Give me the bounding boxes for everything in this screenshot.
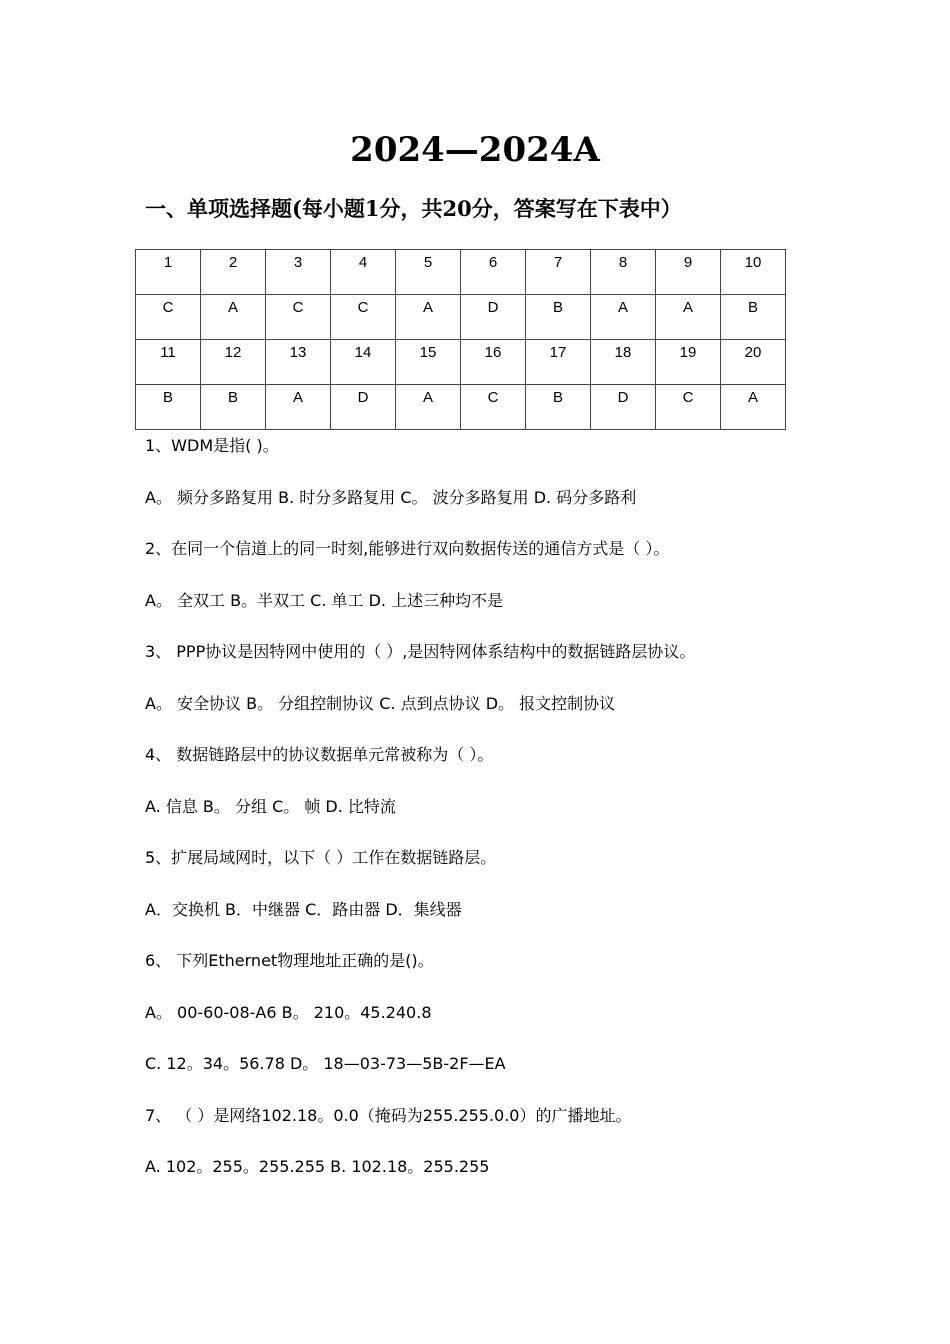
table-cell: 9 (656, 250, 721, 295)
question-list (145, 432, 925, 1205)
question-2-stem: 2、在同一个信道上的同一时刻,能够进行双向数据传送的通信方式是（ ）。 (145, 539, 670, 558)
question-5-stem: 5、扩展局域网时，以下（ ）工作在数据链路层。 (145, 848, 497, 867)
table-cell: 4 (331, 250, 396, 295)
table-cell: 3 (266, 250, 331, 295)
table-cell: D (591, 385, 656, 430)
question-3-options: A。 安全协议 B。 分组控制协议 C. 点到点协议 D。 报文控制协议 (145, 693, 616, 713)
table-cell: A (591, 295, 656, 340)
table-cell: C (266, 295, 331, 340)
question-1-stem: 1、WDM是指( )。 (145, 436, 279, 455)
table-row (136, 250, 786, 295)
table-cell: A (721, 385, 786, 430)
page-title: 2024—2024A (350, 130, 600, 170)
table-cell: 12 (201, 340, 266, 385)
table-cell: A (201, 295, 266, 340)
table-cell: 14 (331, 340, 396, 385)
question-4-stem: 4、 数据链路层中的协议数据单元常被称为（ ）。 (145, 745, 494, 764)
table-cell: B (201, 385, 266, 430)
table-cell: C (461, 385, 526, 430)
table-cell: D (331, 385, 396, 430)
question-7-options-ab: A. 102。255。255.255 B. 102.18。255.255 (145, 1157, 490, 1176)
question-2-options: A。 全双工 B。半双工 C. 单工 D. 上述三种均不是 (145, 590, 504, 610)
table-cell: 18 (591, 340, 656, 385)
table-cell: A (656, 295, 721, 340)
table-cell: 5 (396, 250, 461, 295)
table-row (136, 295, 786, 340)
table-cell: A (396, 295, 461, 340)
table-row (136, 340, 786, 385)
section-heading: 一、单项选择题(每小题1分，共20分，答案写在下表中） (145, 196, 682, 221)
table-cell: C (656, 385, 721, 430)
table-cell: 16 (461, 340, 526, 385)
table-cell: 17 (526, 340, 591, 385)
table-cell: B (526, 295, 591, 340)
table-cell: D (461, 295, 526, 340)
question-7-stem: 7、 （ ）是网络102.18。0.0（掩码为255.255.0.0）的广播地址。 (145, 1105, 632, 1125)
table-cell: 15 (396, 340, 461, 385)
table-cell: C (136, 295, 201, 340)
table-cell: 11 (136, 340, 201, 385)
table-cell: B (721, 295, 786, 340)
table-cell: 20 (721, 340, 786, 385)
question-4-options: A. 信息 B。 分组 C。 帧 D. 比特流 (145, 796, 396, 816)
table-cell: 10 (721, 250, 786, 295)
table-cell: B (136, 385, 201, 430)
question-3-stem: 3、 PPP协议是因特网中使用的（ ）,是因特网体系结构中的数据链路层协议。 (145, 642, 696, 661)
table-cell: 2 (201, 250, 266, 295)
table-cell: 1 (136, 250, 201, 295)
table-cell: B (526, 385, 591, 430)
question-6-stem: 6、 下列Ethernet物理地址正确的是()。 (145, 951, 434, 970)
question-6-options-cd: C. 12。34。56.78 D。 18—03-73—5B-2F—EA (145, 1054, 506, 1073)
table-cell: C (331, 295, 396, 340)
question-5-options: A．交换机 B．中继器 C．路由器 D．集线器 (145, 899, 462, 919)
table-row (136, 385, 786, 430)
table-cell: A (396, 385, 461, 430)
table-cell: 7 (526, 250, 591, 295)
table-cell: 13 (266, 340, 331, 385)
answer-table (135, 249, 786, 430)
table-cell: A (266, 385, 331, 430)
table-cell: 6 (461, 250, 526, 295)
question-1-options: A。 频分多路复用 B. 时分多路复用 C。 波分多路复用 D. 码分多路利 (145, 487, 637, 507)
table-cell: 19 (656, 340, 721, 385)
question-6-options-ab: A。 00-60-08-A6 B。 210。45.240.8 (145, 1002, 432, 1022)
table-cell: 8 (591, 250, 656, 295)
